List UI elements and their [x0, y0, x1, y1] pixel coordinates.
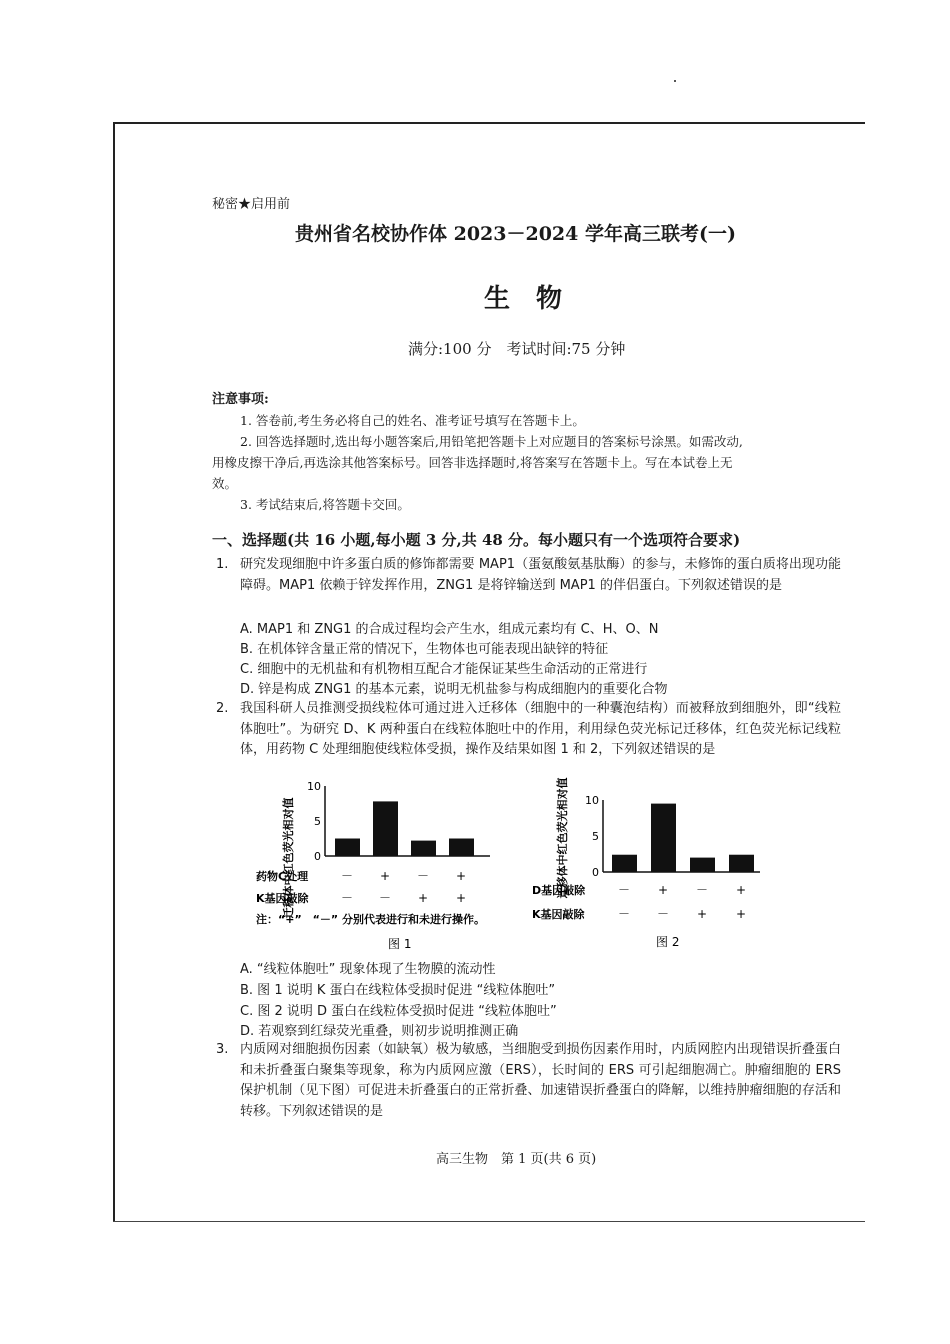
bar-4: [449, 839, 474, 857]
figure-2-chart: [528, 777, 808, 960]
chart-ylabel: 迁移体中红色荧光相对值: [282, 797, 295, 919]
question-3: [216, 1040, 841, 1122]
exam-title: 贵州省名校协作体 2023－2024 学年高三联考(一): [295, 223, 736, 245]
q2-option-d: D. 若观察到红绿荧光重叠，则初步说明推测正确: [240, 1024, 519, 1039]
page-border-bottom: [113, 1221, 865, 1222]
score-time: 满分:100 分 考试时间:75 分钟: [408, 340, 626, 358]
row-label: K基因敲除: [256, 892, 309, 905]
notice-item-2: 2. 回答选择题时,选出每小题答案后,用铅笔把答题卡上对应题目的答案标号涂黑。如需改动,: [240, 434, 743, 449]
y-tick-label: 0: [592, 866, 599, 879]
condition-mark: －: [656, 907, 670, 921]
y-tick-label: 10: [585, 794, 599, 807]
page-border-left: [113, 122, 115, 1222]
condition-mark: +: [455, 891, 467, 905]
condition-mark: －: [617, 883, 631, 897]
y-tick-label: 5: [314, 815, 321, 828]
row-label: 药物C处理: [256, 870, 309, 883]
bar-1: [612, 855, 637, 872]
question-number: 3.: [216, 1042, 229, 1057]
question-stem: 研究发现细胞中许多蛋白质的修饰都需要 MAP1（蛋氨酸氨基肽酶）的参与，未修饰的蛋白质将出现功能障碍。MAP1 依赖于锌发挥作用，ZNG1 是将锌输送到 MAP1 的伴侣蛋白。下列叙述错误的是: [240, 557, 841, 593]
condition-mark: +: [657, 883, 669, 897]
notice-item-2-cont: 用橡皮擦干净后,再选涂其他答案标号。回答非选择题时,将答案写在答题卡上。写在本试卷上无: [212, 455, 733, 470]
condition-mark: －: [695, 883, 709, 897]
notice-item-3: 3. 考试结束后,将答题卡交回。: [240, 497, 410, 512]
notice-item-1: 1. 答卷前,考生务必将自己的姓名、准考证号填写在答题卡上。: [240, 413, 585, 428]
bar-4: [729, 855, 754, 872]
question-number: 1.: [216, 557, 229, 572]
scan-dot: [674, 80, 676, 82]
condition-mark: +: [735, 907, 747, 921]
q2-option-b: B. 图 1 说明 K 蛋白在线粒体受损时促进 “线粒体胞吐”: [240, 983, 556, 998]
condition-mark: +: [696, 907, 708, 921]
condition-mark: －: [617, 907, 631, 921]
question-number: 2.: [216, 701, 229, 716]
figure-1-chart: [240, 776, 530, 961]
row-label: K基因敲除: [532, 908, 585, 921]
section-heading: 一、选择题(共 16 小题,每小题 3 分,共 48 分。每小题只有一个选项符合要求): [212, 531, 741, 549]
y-tick-label: 0: [314, 850, 321, 863]
condition-mark: －: [416, 869, 430, 883]
chart-note: 注：“+” “－” 分别代表进行和未进行操作。: [256, 913, 485, 926]
q1-option-b: B. 在机体锌含量正常的情况下，生物体也可能表现出缺锌的特征: [240, 642, 609, 657]
question-2: [216, 699, 841, 761]
q1-option-a: A. MAP1 和 ZNG1 的合成过程均会产生水，组成元素均有 C、H、O、N: [240, 622, 659, 637]
condition-mark: +: [735, 883, 747, 897]
notice-item-2-end: 效。: [212, 476, 238, 491]
bar-3: [411, 841, 436, 856]
question-1: [216, 555, 841, 596]
condition-mark: －: [340, 891, 354, 905]
condition-mark: －: [378, 891, 392, 905]
condition-mark: －: [340, 869, 354, 883]
secret-label: 秘密★启用前: [212, 197, 291, 212]
bar-2: [651, 804, 676, 872]
row-label: D基因敲除: [532, 884, 586, 897]
bar-2: [373, 801, 398, 856]
condition-mark: +: [455, 869, 467, 883]
chart-ylabel: 迁移体中红色荧光相对值: [556, 777, 569, 899]
bar-3: [690, 858, 715, 872]
q2-option-c: C. 图 2 说明 D 蛋白在线粒体受损时促进 “线粒体胞吐”: [240, 1004, 557, 1019]
subject-title: 生物: [484, 284, 589, 314]
question-stem: 我国科研人员推测受损线粒体可通过进入迁移体（细胞中的一种囊泡结构）而被释放到细胞外，即“线粒体胞吐”。为研究 D、K 两种蛋白在线粒体胞吐中的作用，利用绿色荧光标记迁移体，红色荧光标记线粒体，用药物 C 处理细胞使线粒体受损，操作及结果如图 1 和 2，下列叙述错误的是: [240, 701, 841, 757]
y-tick-label: 10: [307, 780, 321, 793]
notice-heading: 注意事项:: [212, 392, 269, 407]
question-stem: 内质网对细胞损伤因素（如缺氧）极为敏感，当细胞受到损伤因素作用时，内质网腔内出现错误折叠蛋白和未折叠蛋白聚集等现象，称为内质网应激（ERS），长时间的 ERS 可引起细胞凋亡。肿瘤细胞的 ERS 保护机制（见下图）可促进未折叠蛋白的正常折叠、加速错误折叠蛋白的降解，以维持肿瘤细胞的存活和转移。下列叙述错误的是: [240, 1042, 841, 1119]
condition-mark: +: [417, 891, 429, 905]
q2-option-a: A. “线粒体胞吐” 现象体现了生物膜的流动性: [240, 962, 496, 977]
page-footer: 高三生物 第 1 页(共 6 页): [436, 1152, 597, 1167]
condition-mark: +: [379, 869, 391, 883]
chart-title: 图 1: [388, 937, 412, 951]
q1-option-c: C. 细胞中的无机盐和有机物相互配合才能保证某些生命活动的正常进行: [240, 662, 648, 677]
page-border-top: [113, 122, 865, 124]
bar-1: [335, 839, 360, 857]
y-tick-label: 5: [592, 830, 599, 843]
q1-option-d: D. 锌是构成 ZNG1 的基本元素，说明无机盐参与构成细胞内的重要化合物: [240, 682, 668, 697]
chart-title: 图 2: [656, 935, 680, 949]
